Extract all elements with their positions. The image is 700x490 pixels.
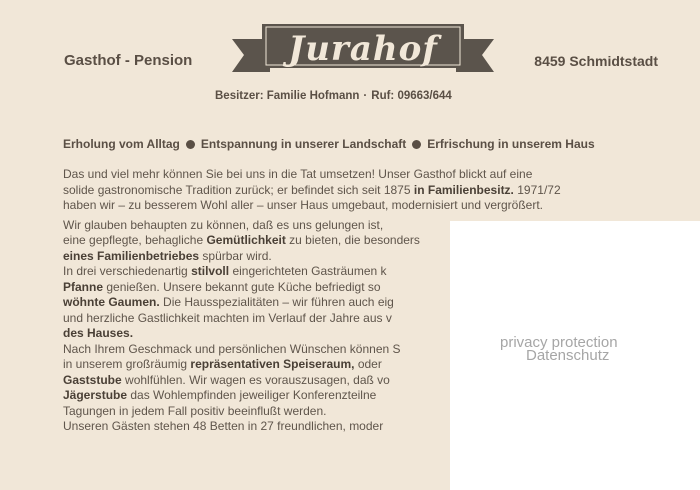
text-span: Das und viel mehr können Sie bei uns in die Tat umsetzen! Unser Gasthof blickt auf eine bbox=[63, 167, 533, 181]
text-span: In drei verschiedenartig bbox=[63, 264, 188, 278]
text-span: genießen. Unsere bekannt gute Küche befriedigt so bbox=[106, 279, 381, 294]
text-span: zu bieten, die besonders bbox=[289, 233, 420, 247]
text-line bbox=[63, 167, 663, 183]
bold-span: repräsentativen Speiseraum, bbox=[190, 357, 355, 371]
bold-span: Gaststube bbox=[63, 372, 122, 387]
bold-span: Jägerstube bbox=[63, 388, 128, 402]
bold-span: eines Familienbetriebes bbox=[63, 248, 200, 263]
text-span: Nach Ihrem Geschmack und persönlichen Wünschen können S bbox=[63, 341, 401, 356]
bold-span: des Hauses. bbox=[63, 326, 134, 340]
owner-phone: Ruf: 09663/644 bbox=[371, 90, 452, 102]
tagline bbox=[63, 137, 663, 151]
text-span: oder bbox=[357, 357, 382, 371]
text-span: eine gepflegte, behagliche bbox=[63, 233, 204, 247]
privacy-watermark-line-2: Datenschutz bbox=[526, 347, 610, 364]
header-left-text: Gasthof - Pension bbox=[64, 52, 193, 69]
bullet-dot-icon bbox=[186, 140, 195, 149]
privacy-watermark-line-1: privacy protection bbox=[500, 334, 618, 351]
text-span: eingerichteten Gasträumen k bbox=[232, 264, 387, 278]
logo-wordmark: Jurahof bbox=[288, 29, 438, 69]
text-span: Die Hausspezialitäten – wir führen auch eig bbox=[163, 295, 394, 309]
bold-span: Gemütlichkeit bbox=[206, 233, 286, 247]
text-span: haben wir – zu besserem Wohl aller – unser Haus umgebaut, modernisiert und vergrößert. bbox=[63, 198, 544, 212]
text-span: solide gastronomische Tradition zurück; er befindet sich seit 1875 bbox=[63, 182, 411, 197]
text-span: spürbar wird. bbox=[202, 248, 272, 263]
owner-name: Besitzer: Familie Hofmann bbox=[215, 90, 360, 102]
text-span: Wir glauben behaupten zu können, daß es uns gelungen ist, bbox=[63, 217, 384, 232]
text-span: 1971/72 bbox=[517, 182, 561, 197]
bold-span: in Familienbesitz. bbox=[413, 182, 514, 197]
text-span: das Wohlempfinden jeweiliger Konferenzteilne bbox=[130, 388, 377, 402]
header-address: 8459 Schmidtstadt bbox=[534, 53, 658, 69]
text-line bbox=[63, 183, 663, 199]
text-span: wohlfühlen. Wir wagen es vorauszusagen, daß vo bbox=[125, 372, 390, 387]
text-span: und herzliche Gastlichkeit machten im Verlauf der Jahre aus v bbox=[63, 310, 392, 325]
tagline-part-1: Erholung vom Alltag bbox=[63, 137, 180, 151]
tagline-part-2: Entspannung in unserer Landschaft bbox=[200, 137, 407, 151]
bold-span: stilvoll bbox=[191, 264, 230, 278]
owner-separator: · bbox=[363, 90, 368, 102]
privacy-overlay bbox=[450, 221, 700, 490]
text-span: Unseren Gästen stehen 48 Betten in 27 freundlichen, moder bbox=[63, 419, 384, 433]
bold-span: wöhnte Gaumen. bbox=[63, 295, 160, 309]
logo-banner bbox=[232, 22, 494, 76]
text-span: in unserem großräumig bbox=[63, 357, 188, 371]
tagline-part-3: Erfrischung in unserem Haus bbox=[427, 137, 595, 151]
bullet-dot-icon bbox=[412, 140, 421, 149]
bold-span: Pfanne bbox=[63, 279, 104, 294]
owner-line bbox=[215, 90, 452, 102]
text-line bbox=[63, 198, 663, 214]
text-span: Tagungen in jedem Fall positiv beeinflußt werden. bbox=[63, 403, 327, 418]
